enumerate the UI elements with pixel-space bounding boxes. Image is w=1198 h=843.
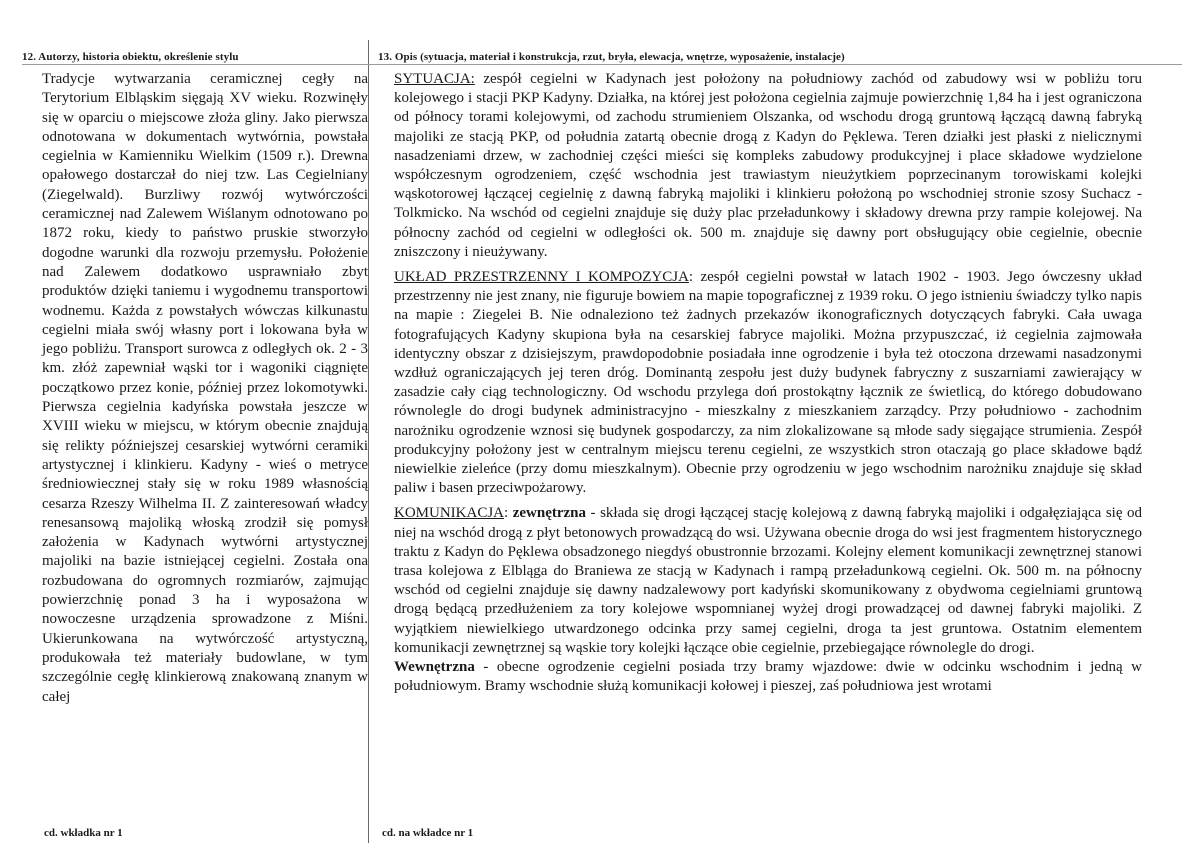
paragraph-komunikacja xyxy=(394,504,1142,658)
label-uklad: UKŁAD PRZESTRZENNY I KOMPOZYCJA xyxy=(394,269,689,286)
right-continuation-note: cd. na wkładce nr 1 xyxy=(382,827,474,839)
left-section-heading: 12. Autorzy, historia obiektu, określenie stylu xyxy=(22,51,239,63)
column-divider xyxy=(368,40,369,843)
text-uklad: : zespół cegielni powstał w latach 1902 - 1903. Jego ówczesny układ przestrzenny nie jest znany, nie figuruje bowiem na mapie topograficznej z 1939 roku. O jego istnieniu świadczy tylko napis na mapie : Ziegelei B. Nie odnaleziono też żadnych przekazów ikonograficznych dotyczących fabryki. Cała uwaga fotografujących Kadyny skupiona była na cesarskiej fabryce majoliki. Można przypuszczać, iż cegielnia zajmowała identyczny obszar z dzisiejszym, prawdopodobnie posiadała inne ogrodzenie i była też otoczona drzewami nasadzonymi wzdłuż ograniczających jej teren dróg. Dominantą zespołu jest duży budynek fabryczny z suszarniami zawierający w zasadzie cały ciąg technologiczny. Od wschodu przylega doń prostokątny łącznik ze świetlicą, do którego dobudowano równolegle do drogi budynek administracyjno - mieszkalny z mieszkaniem zarządcy. Przy południowo - zachodnim narożniku ogrodzenie wznosi się budynek gospodarczy, za nim zlokalizowane są młode sady sięgające strumienia. Zespół produkcyjny położony jest w centralnym miejscu terenu cegielni, ze wszystkich stron otaczają go place składowe bądź niewielkie zieleńce (przy domu mieszkalnym). Obecnie przy ogrodzeniu w jego wschodnim narożniku znajduje się skład paliw i basen przeciwpożarowy. xyxy=(394,269,1142,497)
label-komunikacja: KOMUNIKACJA xyxy=(394,505,505,522)
komunikacja-colon: : xyxy=(504,505,513,522)
label-wewnetrzna: Wewnętrzna xyxy=(394,659,475,676)
right-section-heading: 13. Opis (sytuacja, materiał i konstrukcja, rzut, bryła, elewacja, wnętrze, wyposażenie, instalacje) xyxy=(378,51,845,63)
left-column xyxy=(22,50,368,707)
history-text: Tradycje wytwarzania ceramicznej cegły na Terytorium Elbląskim sięgają XV wieku. Rozwinęły się w oparciu o miejscowe złoża gliny. Jako pierwsza odnotowana w dokumentach wytwórnia, powstała cegielnia w Kamienniku Wielkim (1509 r.). Drewna opałowego dostarczał do niej tzw. Las Cegielniany (Ziegelwald). Burzliwy rozwój wytwórczości ceramicznej nad Zalewem Wiślanym odnotowano po 1872 roku, kiedy to państwo pruskie stworzyło dogodne warunki dla rozwoju przemysłu. Położenie nad Zalewem dodatkowo usprawniało zbyt produktów dzięki taniemu i wygodnemu transportowi wodnemu. Każda z powstałych wówczas kilkunastu cegielni miała swój własny port i lokowana była w jego pobliżu. Transport surowca z odległych ok. 2 - 3 km. złóż zapewniał wąski tor i wagoniki ciągnięte początkowo przez konie, później przez lokomotywki. Pierwsza cegielnia kadyńska powstała jeszcze w XVIII wieku w miejscu, w którym obecnie znajdują się relikty późniejszej cesarskiej wytwórni ceramiki artystycznej i klinkieru. Kadyny - wieś o metryce średniowiecznej stały się w roku 1989 własnością cesarza Rzeszy Wilhelma II. Z zainteresowań władcy renesansową majoliką włoską zrodził się pomysł założenia w Kadynach wytwórni artystycznej majoliki na bazie istniejącej cegielni. Została ona rozbudowana do ogromnych rozmiarów, zajmując powierzchnię ponad 3 ha i wyposażona w nowoczesne urządzenia sprowadzone z Miśni. Ukierunkowana na wytwórczość artystyczną, produkowała też materiały budowlane, w tym szczególnie cegłę klinkierową znakowaną znanym w całej xyxy=(42,71,368,705)
paragraph-wewnetrzna xyxy=(394,658,1142,696)
label-sytuacja: SYTUACJA: xyxy=(394,71,475,87)
text-komunikacja: - składa się drogi łączącej stację kolejową z dawną fabryką majoliki i odgałęziająca się od niej na wschód drogą z płyt betonowych prowadzącą do wsi. Używana obecnie droga do wsi jest fragmentem historycznego traktu z Kadyn do Pęklewa obsadzonego niegdyś obustronnie brzozami. Kolejny element komunikacji zewnętrznej stanowi trasa kolejowa z Elbląga do Braniewa ze stacją w Kadynach i rampą przeładunkową cegielni. Ok. 500 m. na północny wschód od cegielni znajduje się dawny nadzalewowy port kadyński skomunikowany z obydwoma cegielniami gruntową drogą będącą przedłużeniem za tory kolejowe wspomnianej wyżej drogi prowadzącej od dawnej fabryki majoliki. Z wyjątkiem niewielkiego utwardzonego odcinka przy samej cegielni, droga ta jest gruntowa. Ostatnim elementem komunikacji zewnętrznej są wąskie tory kolejki łączące obie cegielnie, przebiegające równolegle do drogi. xyxy=(394,505,1143,656)
paragraph-uklad xyxy=(394,268,1142,498)
left-continuation-note: cd. wkładka nr 1 xyxy=(44,827,123,839)
paragraph-sytuacja xyxy=(394,70,1142,262)
label-zewnetrzna: zewnętrzna xyxy=(512,505,587,522)
text-sytuacja: zespół cegielni w Kadynach jest położony na południowy zachód od zabudowy wsi w pobliżu toru kolejowego i stacji PKP Kadyny. Działka, na której jest położona cegielnia zajmuje powierzchnię 1,84 ha i jest ograniczona od północy torami kolejowymi, od zachodu strumieniem Olszanka, od wschodu drogą gruntową łączącą dawną fabryką majoliki ze stacją PKP, od południa zatartą obecnie drogą z Kadyn do Pęklewa. Teren działki jest płaski z nielicznymi nasadzeniami drzew, w zachodniej części mieści się kompleks zabudowy produkcyjnej i place składowe wydzielone współczesnym ogrodzeniem, część wschodnia jest trawiastym nieużytkiem poprzecinanym torowiskami kolejki wąskotorowej łączącej cegielnię z dawną fabryką majoliki i klinkieru położoną po wschodniej stronie szosy Suchacz - Tolkmicko. Na wschód od cegielni znajduje się duży plac przeładunkowy i składowy drewna przy rampie kolejowej. Na północny zachód od cegielni w odległości ok. 500 m. znajduje się dawny port obsługujący obie cegielnie, obecnie zniszczony i nieużywany. xyxy=(394,71,1142,260)
text-wewnetrzna: - obecne ogrodzenie cegielni posiada trzy bramy wjazdowe: dwie w odcinku wschodnim i jedną w południowym. Bramy wschodnie służą komunikacji kołowej i pieszej, zaś południowa jest wrotami xyxy=(394,659,1142,695)
right-column xyxy=(378,50,1182,703)
description-body xyxy=(394,70,1142,697)
